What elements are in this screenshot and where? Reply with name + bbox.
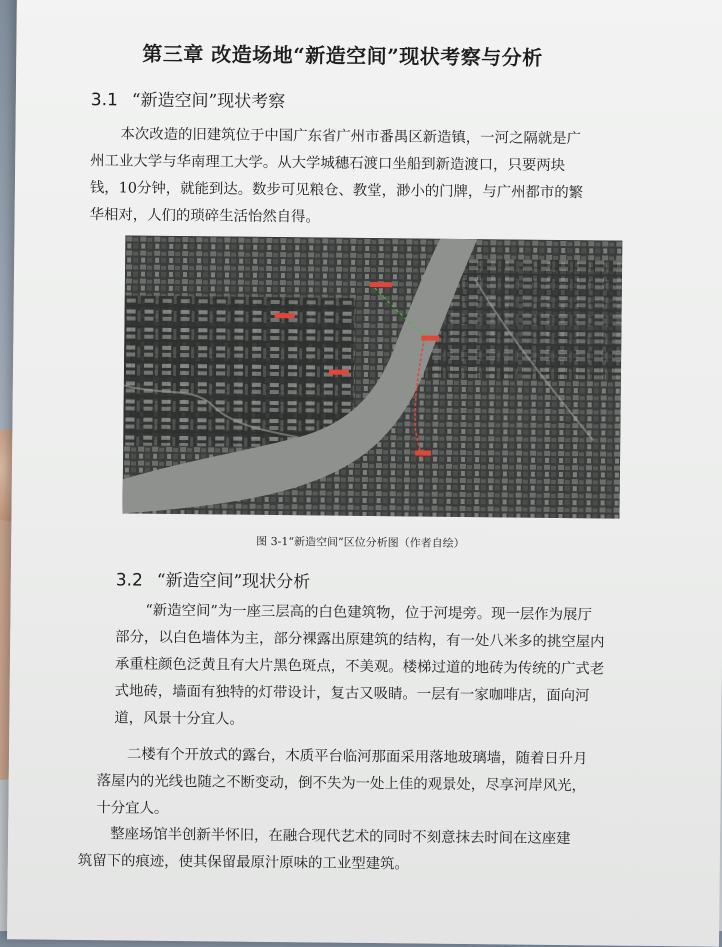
section-title: “新造空间”现状分析: [156, 570, 311, 593]
section-title: “新造空间”现状考察: [131, 90, 286, 113]
paragraph-line: 州工业大学与华南理工大学。从大学城穗石渡口坐船到新造渡口，只要两块: [90, 153, 566, 175]
paragraph-intro: [89, 121, 630, 235]
paragraph-line: “新造空间”为一座三层高的白色建筑物，位于河堤旁。现一层作为展厅: [145, 602, 592, 624]
paragraph-analysis-2: [96, 741, 637, 828]
paragraph-line: 落屋内的光线也随之不断变动，倒不失为一处上佳的观景处，尽享河岸风光，: [96, 773, 587, 795]
satellite-map: [122, 235, 622, 518]
document-page: [7, 0, 722, 947]
section-number: 3.1: [90, 90, 118, 111]
paragraph-line: 部分，以白色墙体为主，部分裸露出原建筑的结构，有一处八米多的挑空屋内: [115, 629, 605, 651]
paragraph-line: 本次改造的旧建筑位于中国广东省广州市番禺区新造镇，一河之隔就是广: [120, 126, 582, 148]
paragraph-line: 华相对，人们的琐碎生活怡然自得。: [89, 207, 320, 226]
campus-area: [123, 295, 355, 447]
paragraph-line: 筑留下的痕迹，使其保留最原汁原味的工业型建筑。: [77, 852, 409, 873]
paragraph-analysis-3: [78, 821, 639, 881]
paragraph-line: 承重柱颜色泛黄且有大片黑色斑点，不美观。楼梯过道的地砖为传统的广式老: [114, 656, 605, 678]
location-marker: [421, 336, 439, 341]
paragraph-line: 十分宜人。: [96, 800, 169, 817]
section-heading-3-2: [116, 565, 311, 592]
location-marker: [415, 450, 431, 455]
section-heading-3-1: [91, 85, 286, 112]
location-marker: [275, 313, 295, 318]
paragraph-line: 整座场馆半创新半怀旧，在融合现代艺术的同时不刻意抹去时间在这座建: [110, 826, 571, 848]
figure-caption: 图 3-1“新造空间”区位分析图（作者自绘）: [256, 534, 465, 551]
chapter-title: 第三章 改造场地“新造空间”现状考察与分析: [142, 41, 543, 70]
paragraph-line: 道，风景十分宜人。: [114, 710, 244, 728]
location-marker: [329, 370, 349, 375]
section-number: 3.2: [115, 570, 143, 591]
location-marker: [370, 282, 392, 287]
paragraph-line: 式地砖，墙面有独特的灯带设计，复古又吸睛。一层有一家咖啡店，面向河: [114, 683, 590, 705]
paragraph-line: 二楼有个开放式的露台，木质平台临河那面采用落地玻璃墙，随着日升月: [126, 746, 588, 768]
satellite-map-figure: [122, 235, 622, 518]
paragraph-analysis-1: [114, 597, 635, 737]
paragraph-line: 钱，10分钟，就能到达。数步可见粮仓、教堂，渺小的门牌，与广州都市的繁: [89, 180, 584, 202]
